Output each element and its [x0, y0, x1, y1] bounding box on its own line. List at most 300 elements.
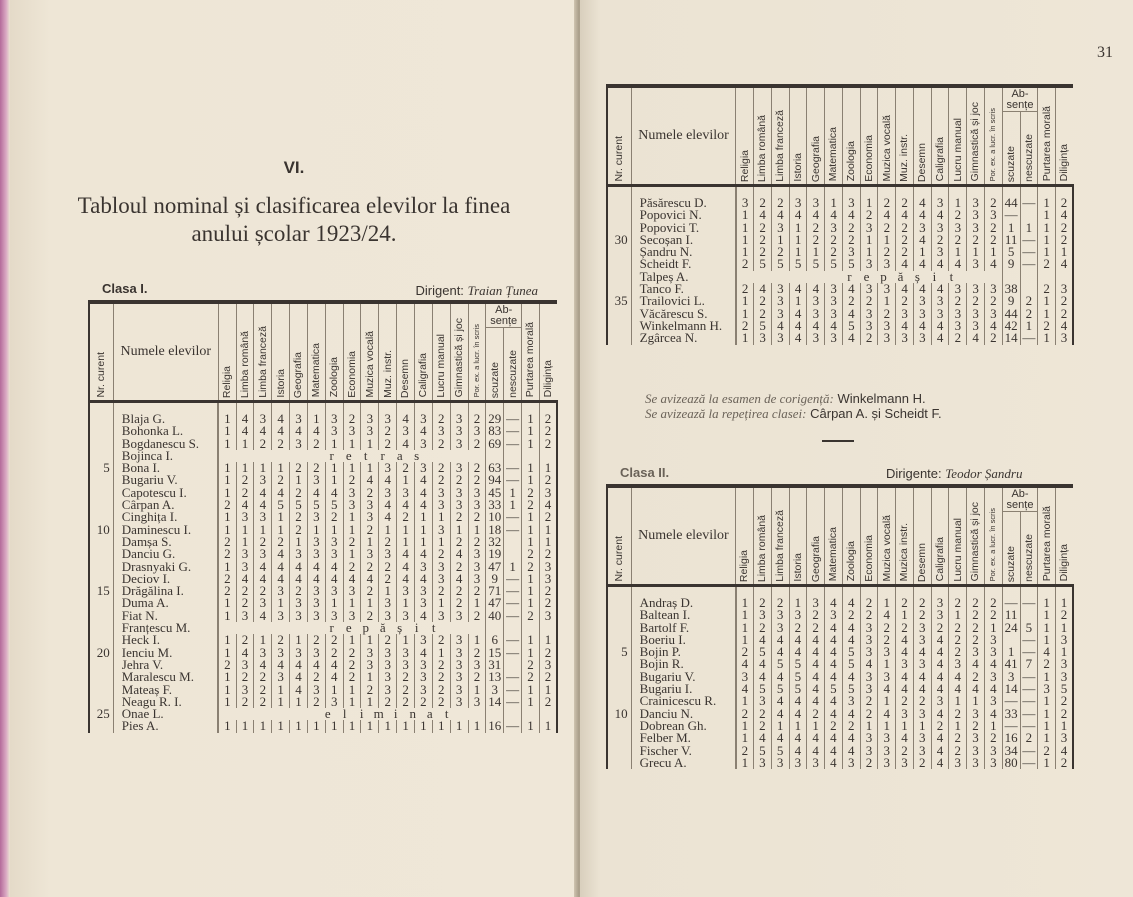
row-number	[607, 186, 631, 210]
grade-cell: 1	[949, 186, 967, 210]
grade-cell: 4	[307, 573, 325, 585]
grade-cell: 2	[842, 295, 860, 307]
grade-cell: 2	[949, 586, 967, 610]
status-letter: l	[342, 706, 347, 722]
grade-cell: 2	[290, 585, 308, 597]
grade-cell: 2	[736, 708, 754, 720]
abs-unexcused: 7	[1020, 658, 1038, 670]
grade-cell: 3	[771, 308, 789, 320]
header-conduct-text: Purtarea morală	[1040, 506, 1053, 582]
grade-cell: 4	[984, 258, 1002, 270]
abs-excused: 83	[486, 425, 504, 437]
grade-cell: 3	[450, 696, 468, 708]
student-name: Popovici N.	[631, 209, 736, 221]
grade-cell: 2	[343, 647, 361, 659]
grade-cell: 2	[825, 234, 843, 246]
diligence-grade: 2	[1056, 609, 1073, 621]
status-letter: ș	[914, 268, 920, 284]
grade-cell: 2	[432, 634, 450, 646]
grade-cell: 1	[397, 720, 415, 732]
class-2-grades-table	[606, 484, 1074, 769]
header-names-text: Numele elevilor	[638, 127, 729, 143]
grade-cell: 1	[807, 720, 825, 732]
grade-cell: 1	[343, 696, 361, 708]
header-absences-text: Ab- sențe	[1006, 487, 1034, 511]
status-letter: a	[426, 706, 433, 722]
grade-cell: 2	[450, 597, 468, 609]
diligence-grade: 1	[1056, 720, 1073, 732]
grade-cell: 3	[450, 425, 468, 437]
grade-cell: 2	[984, 222, 1002, 234]
abs-excused: 33	[1002, 708, 1020, 720]
abs-excused: 63	[486, 462, 504, 474]
grade-cell: 2	[771, 186, 789, 210]
grade-cell: 2	[343, 671, 361, 683]
grade-cell: 1	[736, 332, 754, 344]
grade-cell: 2	[272, 438, 290, 450]
grade-cell: 2	[771, 246, 789, 258]
grade-cell: 1	[468, 597, 486, 609]
grade-cell: 4	[807, 320, 825, 332]
grade-cell: 5	[842, 320, 860, 332]
grade-cell: 3	[290, 548, 308, 560]
grade-cell: 4	[984, 708, 1002, 720]
grade-cell: 1	[218, 425, 236, 437]
grade-cell: 3	[967, 757, 985, 769]
diligence-grade: 2	[539, 438, 557, 450]
header-subject-text: Desemn	[916, 542, 929, 582]
header-subject-text: Por. ex. a lucr. în scris	[471, 324, 481, 398]
grade-cell: 3	[896, 757, 914, 769]
grade-cell: 4	[272, 573, 290, 585]
header-diligence	[1056, 486, 1073, 586]
grade-cell: 4	[842, 308, 860, 320]
diligence-grade: 2	[1056, 695, 1073, 707]
grade-cell: 2	[343, 536, 361, 548]
status-letter: r	[329, 447, 334, 463]
grade-cell: 1	[254, 462, 272, 474]
grade-cell: 2	[254, 438, 272, 450]
abs-excused: 16	[486, 720, 504, 732]
abs-excused: 47	[486, 561, 504, 573]
header-subject	[878, 86, 896, 186]
note-repetire	[645, 406, 942, 422]
conduct-grade: 2	[522, 499, 540, 511]
grade-cell: 1	[860, 186, 878, 210]
abs-excused: 94	[486, 474, 504, 486]
diligence-grade: 3	[1056, 732, 1073, 744]
grade-cell: 4	[379, 474, 397, 486]
grade-cell: 4	[931, 283, 949, 295]
grade-cell: 4	[771, 320, 789, 332]
student-row	[89, 402, 557, 426]
grade-cell: 3	[432, 561, 450, 573]
conduct-grade: 1	[1038, 332, 1056, 344]
grade-cell: 1	[272, 524, 290, 536]
grade-cell: 1	[432, 720, 450, 732]
grade-cell: 4	[272, 561, 290, 573]
grade-cell: 3	[913, 732, 931, 744]
grade-cell: 1	[397, 524, 415, 536]
grade-cell: 3	[468, 696, 486, 708]
abs-unexcused: 1	[504, 561, 522, 573]
student-row	[607, 586, 1073, 610]
row-number	[89, 438, 113, 450]
grade-cell: 3	[984, 308, 1002, 320]
header-subject	[218, 302, 236, 402]
grade-cell: 1	[379, 720, 397, 732]
grade-cell: 2	[807, 234, 825, 246]
grade-cell: 1	[361, 597, 379, 609]
grade-cell: 5	[771, 683, 789, 695]
grade-cell: 4	[272, 487, 290, 499]
grade-cell: 3	[825, 609, 843, 621]
grade-cell: 2	[236, 585, 254, 597]
conduct-grade: 1	[522, 524, 540, 536]
diligence-grade: 2	[539, 696, 557, 708]
abs-excused: 42	[1002, 320, 1020, 332]
grade-cell: 3	[307, 610, 325, 622]
diligence-grade: 1	[539, 634, 557, 646]
grade-cell: 2	[379, 696, 397, 708]
grade-cell: 1	[254, 634, 272, 646]
grade-cell: 2	[984, 295, 1002, 307]
section-number: VI.	[283, 158, 305, 177]
grade-cell: 1	[896, 720, 914, 732]
grade-cell: 2	[307, 671, 325, 683]
grade-cell: 3	[931, 609, 949, 621]
grade-cell: 1	[913, 720, 931, 732]
header-subject	[736, 86, 754, 186]
grade-cell: 3	[450, 634, 468, 646]
grade-cell: 4	[967, 332, 985, 344]
header-diligence	[1056, 86, 1073, 186]
grade-cell: 3	[967, 209, 985, 221]
header-subject-text: Por. ex. a lucr. în scris	[988, 108, 998, 182]
header-unexcused	[1020, 111, 1038, 185]
grade-cell: 2	[896, 234, 914, 246]
conduct-grade: 1	[1038, 586, 1056, 610]
grade-cell: 2	[397, 511, 415, 523]
header-nr-curent	[607, 86, 631, 186]
row-number: 35	[607, 295, 631, 307]
grade-cell: 3	[361, 548, 379, 560]
grade-cell: 2	[967, 671, 985, 683]
header-subject	[842, 486, 860, 586]
grade-cell: 4	[290, 671, 308, 683]
grade-cell: 3	[325, 585, 343, 597]
grade-cell: 1	[807, 246, 825, 258]
grade-cell: 1	[789, 295, 807, 307]
student-name: Heck I.	[113, 634, 218, 646]
grade-cell: 2	[432, 659, 450, 671]
grade-cell: 1	[325, 597, 343, 609]
grade-cell: 3	[468, 573, 486, 585]
grade-cell: 3	[771, 332, 789, 344]
grade-cell: 4	[913, 683, 931, 695]
grade-cell: 2	[414, 696, 432, 708]
grade-cell: 1	[450, 524, 468, 536]
grade-cell: 2	[753, 720, 771, 732]
header-excused	[1002, 111, 1020, 185]
conduct-grade: 1	[522, 511, 540, 523]
conduct-grade: 1	[522, 462, 540, 474]
grade-cell: 2	[860, 708, 878, 720]
grade-cell: 4	[825, 708, 843, 720]
grade-cell: 3	[825, 283, 843, 295]
grade-cell: 2	[361, 684, 379, 696]
grade-cell: 2	[236, 696, 254, 708]
grade-cell: 3	[397, 610, 415, 622]
grade-cell: 4	[397, 499, 415, 511]
header-names-text: Numele elevilor	[120, 343, 212, 359]
abs-unexcused	[1020, 271, 1038, 283]
grade-cell: 2	[754, 222, 772, 234]
diligence-grade: 2	[539, 474, 557, 486]
grade-cell: 3	[860, 258, 878, 270]
grade-cell: 3	[414, 438, 432, 450]
diligence-grade: 1	[1056, 246, 1073, 258]
abs-unexcused: —	[504, 597, 522, 609]
row-number	[89, 548, 113, 560]
abs-excused: 18	[486, 524, 504, 536]
grade-cell: 5	[753, 646, 771, 658]
diligence-grade: 3	[539, 487, 557, 499]
grade-cell: 3	[967, 708, 985, 720]
conduct-grade: 1	[1038, 671, 1056, 683]
grade-cell: 1	[325, 720, 343, 732]
header-subject-text: Istoria	[274, 369, 287, 398]
grade-cell: 2	[468, 671, 486, 683]
grade-cell: 3	[290, 610, 308, 622]
diligence-grade: 1	[1056, 586, 1073, 610]
grade-cell: 4	[807, 634, 825, 646]
grade-cell: 3	[236, 511, 254, 523]
grade-cell: 1	[361, 462, 379, 474]
grade-cell: 3	[361, 402, 379, 426]
abs-unexcused: —	[504, 610, 522, 622]
conduct-grade: 1	[1038, 757, 1056, 769]
row-number	[89, 597, 113, 609]
grade-cell: 1	[432, 511, 450, 523]
grade-cell: 3	[379, 684, 397, 696]
row-number	[89, 659, 113, 671]
grade-cell: 4	[967, 658, 985, 670]
diligence-grade: 2	[539, 585, 557, 597]
grade-cell: 1	[771, 720, 789, 732]
abs-excused: 3	[1002, 671, 1020, 683]
grade-cell: 2	[842, 234, 860, 246]
grade-cell: 2	[379, 438, 397, 450]
diligence-grade: 1	[539, 524, 557, 536]
abs-excused: 1	[1002, 222, 1020, 234]
grade-cell: 4	[771, 708, 789, 720]
grade-cell: 3	[450, 487, 468, 499]
abs-excused: 9	[486, 573, 504, 585]
header-nr-curent-text: Nr. curent	[95, 352, 108, 398]
student-name: Neagu R. I.	[113, 696, 218, 708]
grade-cell: 3	[254, 597, 272, 609]
grade-cell: 3	[754, 332, 772, 344]
grade-cell: 3	[842, 246, 860, 258]
grade-cell: 3	[984, 671, 1002, 683]
grade-cell: 3	[361, 425, 379, 437]
grade-cell: 3	[397, 647, 415, 659]
grade-cell: 4	[913, 209, 931, 221]
student-name: Bojinca I.	[113, 450, 218, 462]
conduct-grade: 4	[1038, 646, 1056, 658]
grade-cell: 3	[984, 646, 1002, 658]
abs-unexcused: 1	[504, 499, 522, 511]
grade-cell: 2	[272, 634, 290, 646]
status-letter: t	[444, 706, 449, 722]
grade-cell: 1	[343, 438, 361, 450]
abs-excused: 45	[486, 487, 504, 499]
grade-cell: 1	[218, 647, 236, 659]
grade-cell: 5	[789, 683, 807, 695]
grade-cell: 2	[325, 634, 343, 646]
student-name: Onae L.	[113, 708, 218, 720]
grade-cell: 3	[379, 548, 397, 560]
grade-cell: 3	[450, 402, 468, 426]
student-row	[89, 720, 557, 732]
grade-cell: 3	[878, 332, 896, 344]
header-subject	[860, 86, 878, 186]
grade-cell: 2	[860, 332, 878, 344]
student-name: Fiat N.	[113, 610, 218, 622]
grade-cell: 4	[414, 610, 432, 622]
grade-cell: 3	[984, 695, 1002, 707]
grade-cell: 2	[397, 462, 415, 474]
grade-cell: 3	[771, 283, 789, 295]
grade-cell: 4	[825, 586, 843, 610]
header-conduct	[1038, 486, 1056, 586]
grade-cell: 4	[825, 622, 843, 634]
grade-cell: 2	[807, 222, 825, 234]
grade-cell: 3	[860, 622, 878, 634]
abs-unexcused: 1	[504, 487, 522, 499]
header-subject-text: Religia	[220, 365, 233, 398]
grade-cell: 3	[432, 487, 450, 499]
grade-cell: 5	[771, 258, 789, 270]
grade-cell: 4	[361, 573, 379, 585]
grade-cell: 4	[949, 258, 967, 270]
grade-cell: 4	[290, 684, 308, 696]
header-subject-text: Muzica vocală	[880, 115, 893, 182]
row-number	[607, 683, 631, 695]
grade-cell: 4	[807, 671, 825, 683]
header-subject	[789, 486, 807, 586]
grade-cell: 2	[913, 695, 931, 707]
grade-cell: 3	[361, 647, 379, 659]
grade-cell: 4	[236, 425, 254, 437]
abs-unexcused: —	[1020, 720, 1038, 732]
conduct-grade: 1	[1038, 222, 1056, 234]
grade-cell: 3	[825, 332, 843, 344]
grade-cell: 1	[468, 684, 486, 696]
student-name: Damșa S.	[113, 536, 218, 548]
row-number	[89, 402, 113, 426]
header-names	[631, 86, 736, 186]
diligence-grade: 4	[1056, 745, 1073, 757]
grade-cell: 2	[913, 609, 931, 621]
abs-unexcused: —	[504, 684, 522, 696]
grade-cell: 3	[842, 695, 860, 707]
grade-cell: 3	[414, 634, 432, 646]
abs-unexcused: 1	[1020, 222, 1038, 234]
grade-cell: 4	[307, 425, 325, 437]
grade-cell: 1	[236, 524, 254, 536]
header-subject-text: Muzica vocală	[880, 515, 893, 582]
grade-cell: 2	[343, 474, 361, 486]
grade-cell: 3	[967, 258, 985, 270]
grade-cell: 1	[343, 548, 361, 560]
grade-cell: 2	[236, 474, 254, 486]
row-number	[607, 609, 631, 621]
grade-cell: 4	[771, 695, 789, 707]
abs-excused: 6	[486, 634, 504, 646]
header-names	[113, 302, 218, 402]
grade-cell: 2	[878, 308, 896, 320]
conduct-grade: 1	[522, 573, 540, 585]
grade-cell: 2	[379, 561, 397, 573]
grade-cell: 3	[236, 659, 254, 671]
grade-cell: 2	[949, 332, 967, 344]
grade-cell: 3	[325, 402, 343, 426]
grade-cell: 3	[379, 610, 397, 622]
grade-cell: 3	[379, 647, 397, 659]
conduct-grade: 2	[1038, 658, 1056, 670]
grade-cell: 2	[753, 622, 771, 634]
abs-excused: 47	[486, 597, 504, 609]
conduct-grade: 1	[1038, 732, 1056, 744]
diligence-grade: 2	[539, 671, 557, 683]
grade-cell: 4	[807, 683, 825, 695]
row-number: 10	[607, 708, 631, 720]
grade-cell: 3	[379, 487, 397, 499]
row-number	[607, 757, 631, 769]
grade-cell: 3	[967, 732, 985, 744]
grade-cell: 4	[789, 695, 807, 707]
grade-cell: 1	[218, 720, 236, 732]
grade-cell: 3	[896, 708, 914, 720]
conduct-grade: 1	[522, 402, 540, 426]
grade-cell: 2	[450, 536, 468, 548]
grade-cell: 3	[860, 283, 878, 295]
grade-cell: 3	[949, 308, 967, 320]
grade-cell: 3	[967, 646, 985, 658]
grade-cell: 4	[896, 209, 914, 221]
diligence-grade: 1	[539, 462, 557, 474]
grade-cell: 3	[379, 402, 397, 426]
grade-cell: 3	[414, 597, 432, 609]
student-row	[89, 708, 557, 720]
grade-cell: 1	[878, 295, 896, 307]
class-1-label: Clasa I.	[102, 281, 148, 296]
header-subject-text: Geografia	[292, 351, 305, 398]
abs-excused: 11	[1002, 609, 1020, 621]
conduct-grade: 1	[522, 634, 540, 646]
conduct-grade: 2	[1038, 745, 1056, 757]
header-subject	[397, 302, 415, 402]
status-letter: i	[414, 620, 419, 636]
status-letter: i	[932, 268, 937, 284]
grade-cell: 5	[789, 258, 807, 270]
diligence-grade: 4	[539, 499, 557, 511]
header-subject-text: Zoologia	[328, 357, 341, 398]
grade-cell: 1	[325, 462, 343, 474]
grade-cell: 4	[789, 283, 807, 295]
